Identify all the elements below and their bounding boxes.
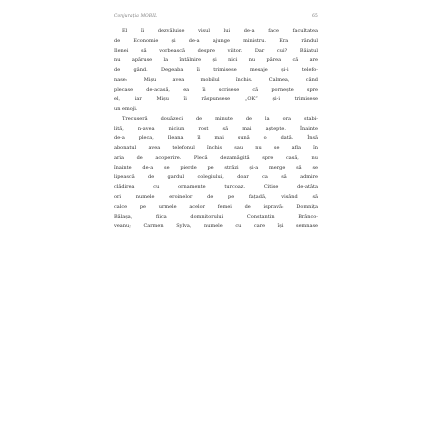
text-line: ori numele eroinelor de pe fațadă, visând să bbox=[114, 194, 318, 201]
text-line: nase: Mișu avea mobilul închis. Calmea, când bbox=[114, 76, 318, 83]
text-line: de-a pleca, Ileana îl mai sună o dată. Însă bbox=[114, 135, 318, 142]
text-line: lită, n-avea niciun rost să mai aștepte. Înainte bbox=[114, 125, 318, 132]
text-line: El îi dezvăluise visul lui de-a face facultatea bbox=[122, 28, 318, 34]
body-text bbox=[114, 27, 318, 232]
text-line: Trecuseră douăzeci de minute de la ora stabi- bbox=[122, 115, 318, 122]
text-line: de gând. Degeaba îi trimisese mesaje și-i telefo- bbox=[114, 67, 318, 74]
text-line: calce pe urmele acelor femei de ispravă: Domnița bbox=[114, 203, 318, 210]
text-line: lipească de gardul colegiului, doar ca să admire bbox=[114, 174, 318, 181]
text-line: clădirea cu ornamente turcoaz. Citise de-atâta bbox=[114, 184, 318, 191]
text-line: el, iar Mișu îi răspunsese „OK” și-i trimisese bbox=[114, 96, 318, 103]
text-line: plecase de-acasă, ea îi scrisese că pornește spre bbox=[114, 86, 318, 93]
running-head bbox=[114, 14, 318, 24]
running-head-title: Conjurația MOBIL bbox=[114, 14, 158, 19]
text-line: aria de acoperire. Plecă dezamăgită spre casă, nu bbox=[114, 154, 318, 161]
text-line: Ilenei să vorbească despre viitor. Dar cui? Băiatul bbox=[114, 47, 318, 54]
text-line: nu apăruse la întâlnire și nici nu părea că are bbox=[114, 57, 318, 64]
text-line: înainte de-a se pierde pe străzi și-a merge să se bbox=[114, 164, 318, 171]
page-number: 65 bbox=[312, 14, 318, 19]
text-line: de Economie și de-a ajunge ministru. Era rândul bbox=[114, 37, 318, 44]
text-line: veanu; Carmen Sylva, numele cu care își semnase bbox=[114, 223, 318, 230]
text-line: Bălașa, fiica domnitorului Constantin Brânco- bbox=[114, 213, 318, 220]
text-line: un emoji. bbox=[114, 106, 138, 113]
text-line: abonatul avea telefonul închis sau nu se afla în bbox=[114, 145, 318, 152]
